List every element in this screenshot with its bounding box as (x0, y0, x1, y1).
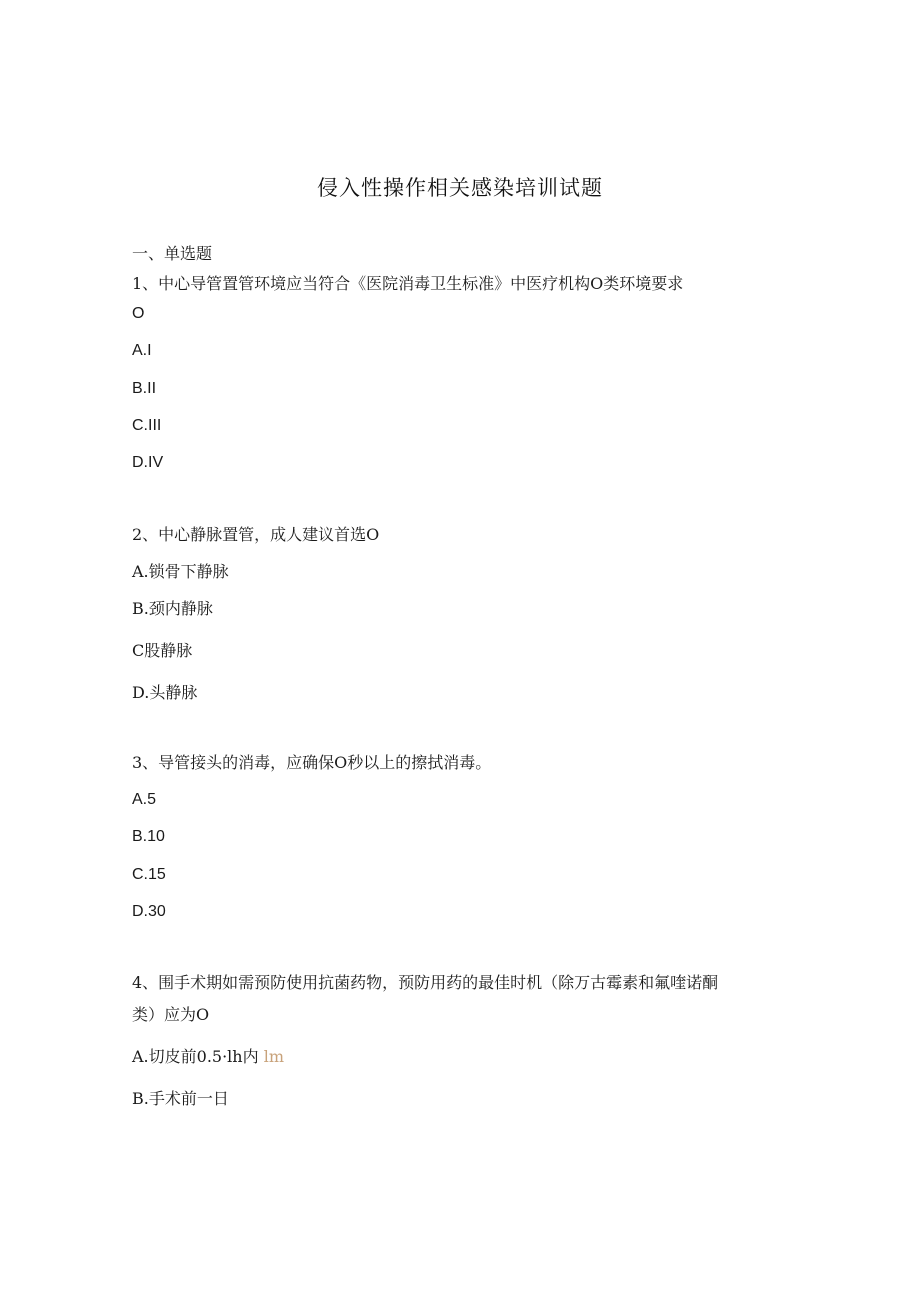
question-3-option-b: B.10 (132, 828, 165, 845)
question-4-option-a-mark: lm (263, 1047, 284, 1066)
page-title: 侵入性操作相关感染培训试题 (317, 176, 603, 200)
question-3-stem: 3、导管接头的消毒，应确保O秒以上的擦拭消毒。 (132, 753, 492, 772)
question-2-option-a: A.锁骨下静脉 (132, 562, 229, 581)
section-heading: 一、单选题 (132, 244, 213, 263)
question-4-option-a-row (132, 1044, 284, 1067)
question-3-option-c: C.15 (132, 866, 166, 883)
question-1-stem-cont: O (132, 305, 145, 322)
question-2-option-b: B.颈内静脉 (132, 599, 213, 618)
question-3-option-a: A.5 (132, 791, 157, 808)
question-4-stem-cont: 类）应为O (132, 1005, 210, 1024)
question-3-option-d: D.30 (132, 903, 166, 920)
question-2-option-d: D.头静脉 (132, 683, 198, 702)
question-1-option-d: D.IV (132, 454, 164, 471)
question-2-option-c: C股静脉 (132, 641, 193, 660)
question-1-option-c: C.III (132, 417, 162, 434)
question-4-stem: 4、围手术期如需预防使用抗菌药物，预防用药的最佳时机（除万古霉素和氟喹诺酮 (132, 973, 719, 992)
question-1-option-b: B.II (132, 380, 157, 397)
question-1-option-a: A.I (132, 342, 152, 359)
question-4-option-b: B.手术前一日 (132, 1089, 229, 1108)
question-4-option-a: A.切皮前0.5·lh内 (132, 1047, 259, 1066)
question-1-stem: 1、中心导管置管环境应当符合《医院消毒卫生标准》中医疗机构O类环境要求 (132, 274, 684, 293)
question-2-stem: 2、中心静脉置管，成人建议首选O (132, 525, 380, 544)
